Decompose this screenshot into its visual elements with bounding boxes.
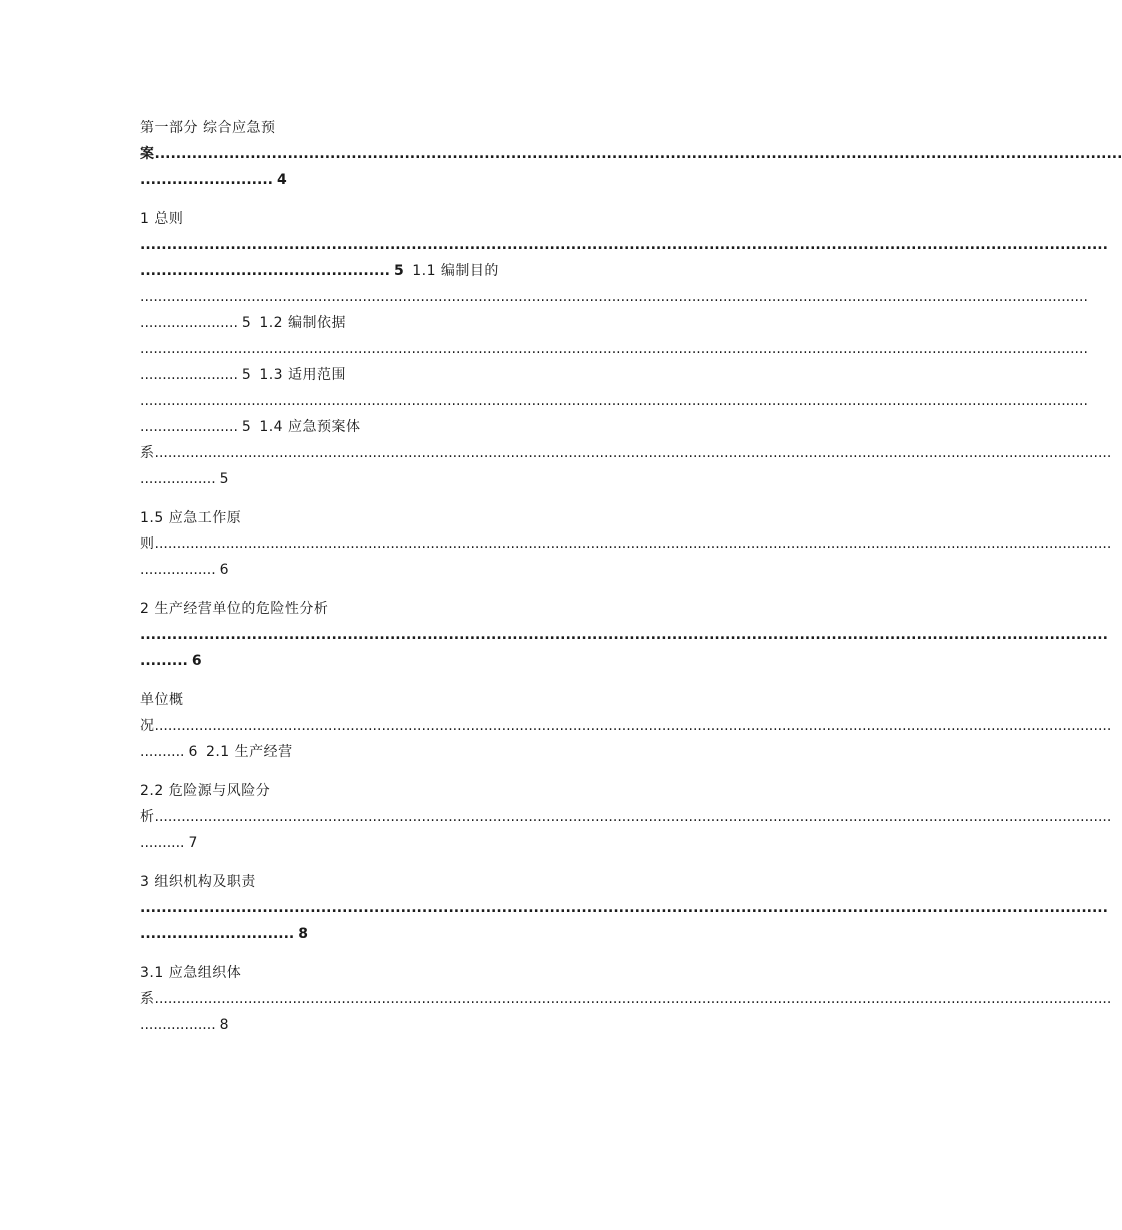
toc-page-number: 4 bbox=[276, 172, 288, 188]
toc-page-number: 5 bbox=[241, 315, 252, 331]
toc-leader-line: ..................................................................................................................................................................................................................... bbox=[140, 341, 1088, 357]
toc-next-title: 2.1 生产经营 bbox=[205, 744, 293, 760]
toc-next-title: 1.2 编制依据 bbox=[259, 315, 347, 331]
toc-page-number: 8 bbox=[219, 1017, 230, 1033]
toc-next-title: 1.3 适用范围 bbox=[259, 367, 347, 383]
toc-next-title: 1.1 编制目的 bbox=[412, 263, 499, 279]
toc-leader-line: .......... 7 bbox=[140, 835, 198, 851]
toc-leader-line: ..................................................................................................................................................................................................................... bbox=[140, 289, 1088, 305]
toc-leader-line: ............................................... 5 1.1 编制目的 bbox=[140, 263, 499, 279]
toc-leader-line: ...................... 5 1.3 适用范围 bbox=[140, 367, 347, 383]
toc-heading: 1 总则 bbox=[140, 211, 184, 227]
toc-continuation: 析 bbox=[140, 809, 155, 825]
toc-leader-line: ..................................................................................................................................................................................................................... bbox=[140, 393, 1088, 409]
toc-heading: 1.5 应急工作原 bbox=[140, 510, 242, 526]
toc-page-number: 5 bbox=[241, 419, 252, 435]
toc-leader-line: ...................................................................................................................................................................................... bbox=[140, 627, 1108, 643]
toc-leader-line: ......... 6 bbox=[140, 653, 203, 669]
toc-continuation: 系 bbox=[140, 991, 155, 1007]
toc-page-number: 5 bbox=[219, 471, 230, 487]
toc-leader-line: ...................................................................................................................................................................................... bbox=[140, 900, 1108, 916]
toc-continuation: 案 bbox=[140, 146, 155, 162]
toc-page-number: 6 bbox=[191, 653, 203, 669]
toc-leader-line: 系....................................................................................................................................................................................................................... bbox=[140, 445, 1112, 461]
toc-leader-line: ......................... 4 bbox=[140, 172, 288, 188]
toc-page-number: 5 bbox=[241, 367, 252, 383]
toc-leader-line: ...................... 5 1.4 应急预案体 bbox=[140, 419, 361, 435]
toc-page-number: 6 bbox=[219, 562, 230, 578]
toc-leader-line: .......... 6 2.1 生产经营 bbox=[140, 744, 293, 760]
toc-leader-line: 系....................................................................................................................................................................................................................... bbox=[140, 991, 1112, 1007]
toc-leader-line: 则....................................................................................................................................................................................................................... bbox=[140, 536, 1112, 552]
toc-leader-line: 况....................................................................................................................................................................................................................... bbox=[140, 718, 1112, 734]
toc-leader-line: ................. 8 bbox=[140, 1017, 230, 1033]
toc-leader-line: ...................................................................................................................................................................................... bbox=[140, 237, 1108, 253]
toc-continuation: 系 bbox=[140, 445, 155, 461]
toc-page-number: 5 bbox=[393, 263, 405, 279]
toc-leader-line: 析....................................................................................................................................................................................................................... bbox=[140, 809, 1112, 825]
toc-page-number: 7 bbox=[188, 835, 198, 851]
toc-leader-line: ................. 6 bbox=[140, 562, 230, 578]
toc-continuation: 况 bbox=[140, 718, 155, 734]
toc-heading: 3.1 应急组织体 bbox=[140, 965, 242, 981]
toc-page-number: 6 bbox=[188, 744, 198, 760]
toc-heading: 3 组织机构及职责 bbox=[140, 874, 256, 890]
toc-leader-line: ................. 5 bbox=[140, 471, 230, 487]
toc-leader-line: ............................. 8 bbox=[140, 926, 309, 942]
toc-heading: 2 生产经营单位的危险性分析 bbox=[140, 601, 329, 617]
table-of-contents bbox=[140, 115, 1122, 1038]
toc-heading: 2.2 危险源与风险分 bbox=[140, 783, 271, 799]
toc-leader-line: 案...................................................................................................................................................................................... bbox=[140, 146, 1122, 162]
toc-next-title: 1.4 应急预案体 bbox=[259, 419, 361, 435]
toc-leader-line: ...................... 5 1.2 编制依据 bbox=[140, 315, 347, 331]
toc-heading: 单位概 bbox=[140, 692, 184, 708]
toc-page-number: 8 bbox=[298, 926, 309, 942]
toc-heading: 第一部分 综合应急预 bbox=[140, 120, 276, 136]
toc-continuation: 则 bbox=[140, 536, 155, 552]
